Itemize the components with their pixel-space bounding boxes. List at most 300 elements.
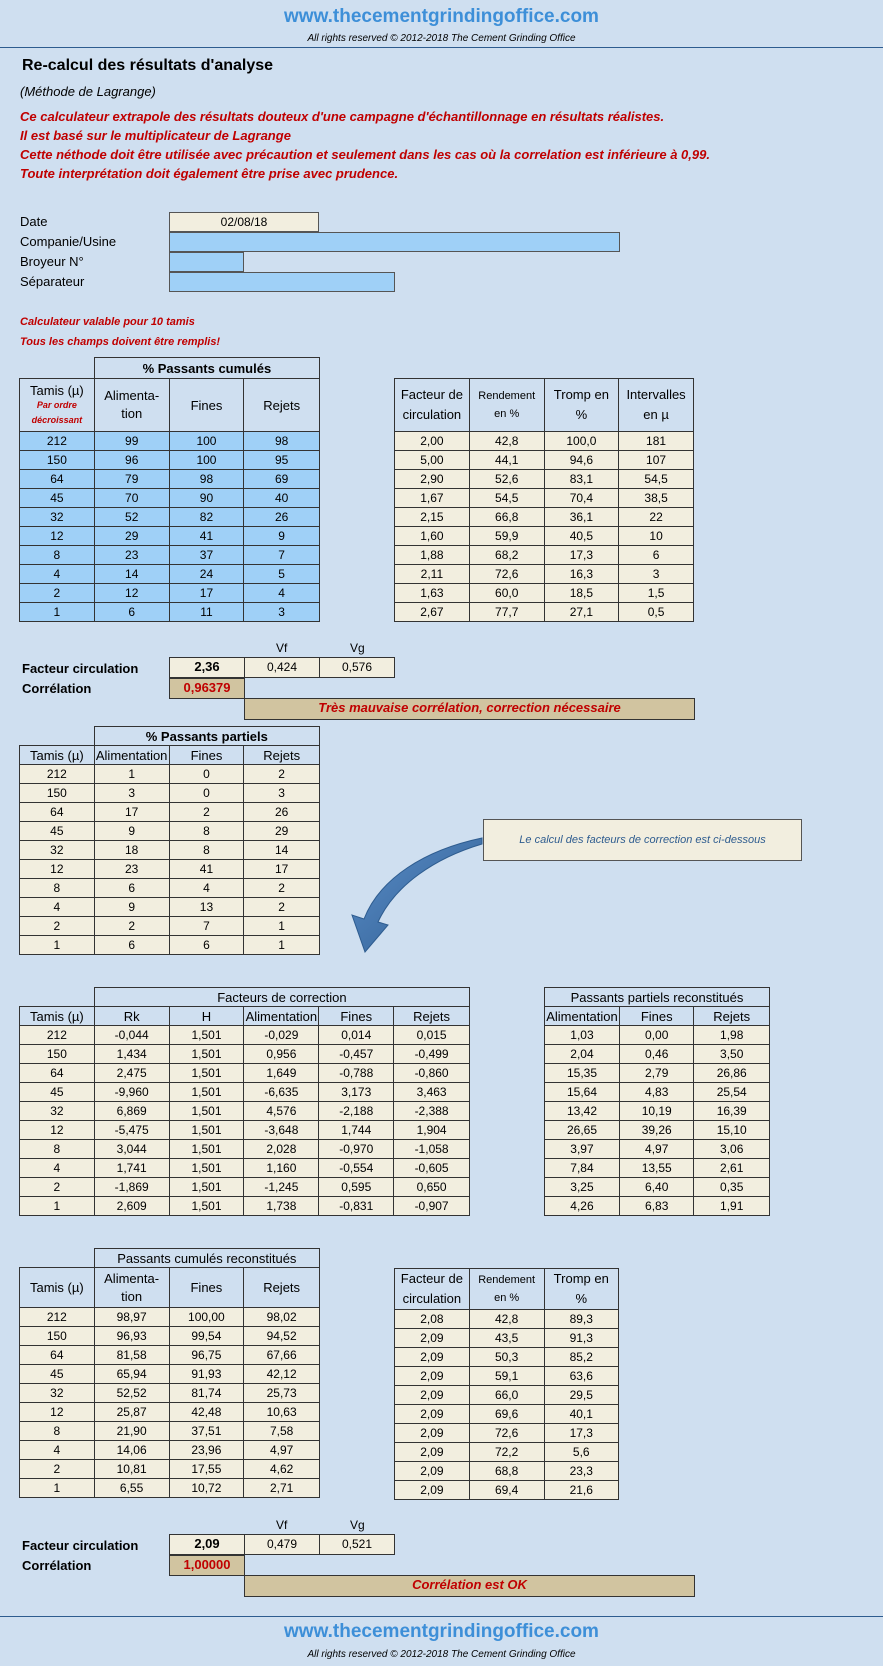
data-cell: 2 [244,879,320,898]
data-cell: 94,52 [244,1327,320,1346]
data-cell[interactable]: 12 [94,584,169,603]
table-row [20,803,320,822]
table-row [20,584,320,603]
data-cell[interactable]: 7 [244,546,320,565]
vg-label: Vg [350,1518,365,1532]
data-cell: 42,8 [469,1310,544,1329]
group-header: Passants cumulés reconstitués [94,1249,319,1268]
data-cell: 65,94 [94,1365,169,1384]
table-row [395,603,694,622]
data-cell: 3 [94,784,169,803]
data-cell[interactable]: 98 [169,470,244,489]
data-cell: 2,04 [545,1045,620,1064]
data-cell: 100,00 [169,1308,244,1327]
data-cell: 60,0 [469,584,544,603]
footer-divider [0,1616,883,1617]
data-cell[interactable]: 17 [169,584,244,603]
data-cell: 94,6 [544,451,619,470]
data-cell: 1,501 [169,1026,244,1045]
yield-header [469,379,544,432]
data-cell: 54,5 [619,470,694,489]
reconstituted-cumulative-table [19,1248,320,1498]
corr-value: 1,00000 [169,1555,245,1576]
data-cell: -0,029 [244,1026,319,1045]
description-line: Il est basé sur le multiplicateur de Lagrange [20,128,291,143]
circulation-header [395,379,470,432]
data-cell: 41 [169,860,244,879]
table-row [545,1102,770,1121]
data-cell[interactable]: 79 [94,470,169,489]
data-cell: 2,09 [395,1443,470,1462]
curved-arrow-icon [340,830,500,960]
data-cell: 2,09 [395,1424,470,1443]
data-cell: 17,55 [169,1460,244,1479]
data-cell: -0,605 [394,1159,470,1178]
data-cell: 1,649 [244,1064,319,1083]
fc-label: Facteur circulation [22,1538,139,1553]
data-cell: 66,0 [469,1386,544,1405]
data-cell: 1,501 [169,1102,244,1121]
hdr-a: Rendement [478,390,536,402]
header-site[interactable]: www.thecementgrindingoffice.com [284,6,599,27]
data-cell: 2 [244,765,320,784]
data-cell: 4,97 [244,1441,320,1460]
data-cell: 0,595 [319,1178,394,1197]
data-cell: 5,00 [395,451,470,470]
data-cell[interactable]: 6 [94,603,169,622]
data-cell: 42,12 [244,1365,320,1384]
data-cell: 2,79 [619,1064,693,1083]
data-cell: 1 [244,917,320,936]
table-row [545,1121,770,1140]
table-row [395,1424,619,1443]
data-cell: 15,64 [545,1083,620,1102]
page-subtitle: (Méthode de Lagrange) [20,84,156,99]
fines-header: Fines [619,1007,693,1026]
data-cell: 2,09 [395,1405,470,1424]
data-cell: 52,6 [469,470,544,489]
table-row [395,489,694,508]
data-cell[interactable]: 29 [94,527,169,546]
data-cell: 15,35 [545,1064,620,1083]
sieve-cell[interactable]: 150 [20,451,95,470]
vg-label: Vg [350,641,365,655]
data-cell: 29,5 [544,1386,618,1405]
sieve-cell: 12 [20,1121,95,1140]
efficiency-table [394,378,694,622]
data-cell[interactable]: 23 [94,546,169,565]
table-row [395,1481,619,1500]
sieve-cell: 2 [20,917,95,936]
data-cell: 0,956 [244,1045,319,1064]
data-cell[interactable]: 41 [169,527,244,546]
sieve-header-sub: Par ordre [36,399,77,410]
data-cell[interactable]: 9 [244,527,320,546]
sieve-cell: 45 [20,1083,95,1102]
data-cell: 69,6 [469,1405,544,1424]
group-header: Facteurs de correction [94,988,469,1007]
sieve-cell: 150 [20,1327,95,1346]
h-header: H [169,1007,244,1026]
data-cell: -1,058 [394,1140,470,1159]
data-cell: 10,63 [244,1403,320,1422]
sieve-cell: 8 [20,879,95,898]
sieve-cell[interactable]: 32 [20,508,95,527]
hdr-a: Facteur de [400,387,463,402]
hdr-b: % [575,1291,588,1306]
table-row [395,527,694,546]
table-row [545,1064,770,1083]
sieve-cell: 8 [20,1422,95,1441]
data-cell: 5,6 [544,1443,618,1462]
separator-label: Séparateur [20,274,85,289]
data-cell: 2,71 [244,1479,320,1498]
data-cell: 69,4 [469,1481,544,1500]
data-cell: 54,5 [469,489,544,508]
data-cell[interactable]: 69 [244,470,320,489]
table-row [20,822,320,841]
sieve-cell: 32 [20,1102,95,1121]
data-cell: 17 [94,803,169,822]
data-cell: 26 [244,803,320,822]
data-cell: 50,3 [469,1348,544,1367]
table-row [20,1384,320,1403]
table-row [20,1159,470,1178]
data-cell: 4,83 [619,1083,693,1102]
data-cell: 1,501 [169,1045,244,1064]
table-row [20,1083,470,1102]
date-field[interactable]: 02/08/18 [169,212,319,232]
separator-field[interactable] [169,272,395,292]
data-cell: 2,11 [395,565,470,584]
sieve-cell[interactable]: 212 [20,432,95,451]
table-row [20,451,320,470]
fc-label: Facteur circulation [22,661,139,676]
data-cell[interactable]: 14 [94,565,169,584]
data-cell: 10,72 [169,1479,244,1498]
data-cell: 6,40 [619,1178,693,1197]
data-cell: 83,1 [544,470,619,489]
fines-header: Fines [169,746,244,765]
data-cell: 4 [169,879,244,898]
data-cell: 40,5 [544,527,619,546]
data-cell: 1 [244,936,320,955]
vg-value: 0,521 [319,1534,395,1555]
page-title: Re-calcul des résultats d'analyse [22,57,274,74]
data-cell: 0,650 [394,1178,470,1197]
data-cell: 2,09 [395,1367,470,1386]
description-line: Cette néthode doit être utilisée avec précaution et seulement dans les cas où la correlation est inférieure à 0,99. [20,147,710,162]
data-cell: 43,5 [469,1329,544,1348]
data-cell: 2 [244,898,320,917]
sieve-cell: 32 [20,1384,95,1403]
table-row [20,1026,470,1045]
fc-value: 2,36 [169,657,245,678]
sieve-cell[interactable]: 45 [20,489,95,508]
data-cell: 1,88 [395,546,470,565]
sieve-cell: 212 [20,1308,95,1327]
data-cell[interactable]: 100 [169,451,244,470]
data-cell[interactable]: 11 [169,603,244,622]
data-cell: -0,044 [94,1026,169,1045]
sieve-cell: 212 [20,765,95,784]
feed-header: Alimentation [245,1008,318,1024]
sieve-header: Tamis (µ) [20,1007,95,1026]
data-cell[interactable]: 99 [94,432,169,451]
data-cell: 22 [619,508,694,527]
group-header: % Passants cumulés [94,358,319,379]
sieve-cell[interactable]: 8 [20,546,95,565]
data-cell: 13,42 [545,1102,620,1121]
data-cell[interactable]: 26 [244,508,320,527]
sieve-cell[interactable]: 1 [20,603,95,622]
data-cell: 0,00 [619,1026,693,1045]
sieve-cell: 8 [20,1140,95,1159]
table-row [20,898,320,917]
data-cell: 15,10 [694,1121,770,1140]
rk-header: Rk [94,1007,169,1026]
data-cell: 0,014 [319,1026,394,1045]
data-cell[interactable]: 90 [169,489,244,508]
table-row [20,936,320,955]
mill-field[interactable] [169,252,244,272]
feed-header: Alimentation [95,747,168,763]
hdr-b: en % [494,1292,520,1304]
data-cell[interactable]: 70 [94,489,169,508]
data-cell: 1 [94,765,169,784]
data-cell: 17 [244,860,320,879]
correction-note: Le calcul des facteurs de correction est ci-dessous [483,819,802,861]
feed-header [94,379,169,432]
date-label: Date [20,214,48,229]
reconstituted-efficiency-table [394,1268,619,1500]
table-row [20,565,320,584]
data-cell: 98,97 [94,1308,169,1327]
data-cell: -0,860 [394,1064,470,1083]
sieve-cell[interactable]: 64 [20,470,95,489]
data-cell: 1,744 [319,1121,394,1140]
data-cell: 107 [619,451,694,470]
data-cell: 17,3 [544,546,619,565]
data-cell: -3,648 [244,1121,319,1140]
data-cell[interactable]: 98 [244,432,320,451]
data-cell[interactable]: 96 [94,451,169,470]
table-row [20,1140,470,1159]
vf-label: Vf [276,641,288,655]
data-cell: 6 [169,936,244,955]
table-row [20,784,320,803]
data-cell: 99,54 [169,1327,244,1346]
sieve-cell: 12 [20,860,95,879]
table-row [20,1045,470,1064]
sieve-cell: 4 [20,1441,95,1460]
data-cell: 6,869 [94,1102,169,1121]
rejects-header: Rejets [394,1007,470,1026]
header-rights: All rights reserved © 2012-2018 The Cement Grinding Office [307,33,576,44]
data-cell: 44,1 [469,451,544,470]
table-row [395,1310,619,1329]
table-row [395,584,694,603]
data-cell: 10,19 [619,1102,693,1121]
data-cell: 72,6 [469,565,544,584]
sieve-cell[interactable]: 12 [20,527,95,546]
table-row [20,765,320,784]
data-cell: -9,960 [94,1083,169,1102]
sieve-cell: 64 [20,803,95,822]
hdr-b: circulation [402,1291,462,1306]
data-cell: -0,499 [394,1045,470,1064]
table-row [20,1121,470,1140]
data-cell[interactable]: 24 [169,565,244,584]
data-cell: 0,5 [619,603,694,622]
data-cell: 85,2 [544,1348,618,1367]
data-cell: 23,3 [544,1462,618,1481]
partial-passing-table [19,726,320,955]
sieve-cell[interactable]: 2 [20,584,95,603]
sieve-cell: 150 [20,1045,95,1064]
data-cell: 2,609 [94,1197,169,1216]
sieve-header-label: Tamis (µ) [30,382,84,398]
table-row [20,1365,320,1384]
note-sieves: Calculateur valable pour 10 tamis [20,316,195,328]
data-cell: 1,741 [94,1159,169,1178]
data-cell: 13,55 [619,1159,693,1178]
data-cell[interactable]: 3 [244,603,320,622]
data-cell: 1,904 [394,1121,470,1140]
data-cell[interactable]: 4 [244,584,320,603]
data-cell: 13 [169,898,244,917]
data-cell: 14,06 [94,1441,169,1460]
sieve-cell: 45 [20,1365,95,1384]
data-cell: 18 [94,841,169,860]
data-cell: 3,25 [545,1178,620,1197]
data-cell: 63,6 [544,1367,618,1386]
table-row [20,1102,470,1121]
reconstituted-partial-table [544,987,770,1216]
mill-label: Broyeur N° [20,254,84,269]
circulation-header [395,1269,470,1310]
sieve-header: Tamis (µ) [20,746,95,765]
vf-value: 0,424 [244,657,320,678]
table-row [545,1197,770,1216]
data-cell: 3 [619,565,694,584]
hdr-b: circulation [402,407,462,422]
data-cell: 3,50 [694,1045,770,1064]
vf-label: Vf [276,1518,288,1532]
data-cell: 9 [94,898,169,917]
data-cell: 25,87 [94,1403,169,1422]
table-row [20,546,320,565]
table-row [395,1443,619,1462]
data-cell: 0,46 [619,1045,693,1064]
data-cell: 2 [94,917,169,936]
data-cell: 29 [244,822,320,841]
data-cell[interactable]: 37 [169,546,244,565]
data-cell: 6,55 [94,1479,169,1498]
table-row [395,1367,619,1386]
table-row [20,1178,470,1197]
data-cell: 23 [94,860,169,879]
sieve-header-sub: décroissant [31,414,83,425]
data-cell: 81,74 [169,1384,244,1403]
data-cell: 26,65 [545,1121,620,1140]
data-cell: 7,84 [545,1159,620,1178]
table-row [20,1308,320,1327]
data-cell[interactable]: 100 [169,432,244,451]
hdr-a: Tromp en [553,1271,609,1286]
sieve-cell: 2 [20,1460,95,1479]
data-cell: 23,96 [169,1441,244,1460]
table-row [20,879,320,898]
table-row [395,451,694,470]
table-row [395,546,694,565]
footer-site[interactable]: www.thecementgrindingoffice.com [284,1621,599,1642]
data-cell: 6,83 [619,1197,693,1216]
data-cell[interactable]: 82 [169,508,244,527]
table-row [20,1422,320,1441]
header-divider [0,47,883,48]
sieve-cell[interactable]: 4 [20,565,95,584]
data-cell: 0,35 [694,1178,770,1197]
data-cell: -2,388 [394,1102,470,1121]
data-cell[interactable]: 52 [94,508,169,527]
data-cell: 72,6 [469,1424,544,1443]
data-cell: 10 [619,527,694,546]
sieve-cell: 1 [20,1197,95,1216]
table-row [395,565,694,584]
data-cell: 36,1 [544,508,619,527]
data-cell: 4,576 [244,1102,319,1121]
data-cell[interactable]: 40 [244,489,320,508]
data-cell: 7,58 [244,1422,320,1441]
table-row [20,1064,470,1083]
data-cell: 3,044 [94,1140,169,1159]
correlation-warning: Très mauvaise corrélation, correction nécessaire [244,698,695,720]
data-cell: 1,501 [169,1064,244,1083]
correction-factors-table [19,987,470,1216]
data-cell: -2,188 [319,1102,394,1121]
description-line: Ce calculateur extrapole des résultats douteux d'une campagne d'échantillonnage en résultats réalistes. [20,109,665,124]
table-row [20,1441,320,1460]
table-row [20,917,320,936]
data-cell: 52,52 [94,1384,169,1403]
company-field[interactable] [169,232,620,252]
hdr-a: Alimenta- [104,1270,160,1286]
data-cell: -1,245 [244,1178,319,1197]
table-row [395,1405,619,1424]
data-cell: 42,48 [169,1403,244,1422]
data-cell: -0,788 [319,1064,394,1083]
sieve-cell: 150 [20,784,95,803]
data-cell: 2,475 [94,1064,169,1083]
data-cell: 91,3 [544,1329,618,1348]
data-cell: 89,3 [544,1310,618,1329]
company-label: Companie/Usine [20,234,117,249]
sieve-cell: 4 [20,1159,95,1178]
interval-header [619,379,694,432]
table-row [395,432,694,451]
group-header: % Passants partiels [94,727,319,746]
data-cell: 16,3 [544,565,619,584]
data-cell: 2,028 [244,1140,319,1159]
sieve-cell: 64 [20,1346,95,1365]
table-row [20,470,320,489]
data-cell: 1,501 [169,1178,244,1197]
data-cell: 1,98 [694,1026,770,1045]
data-cell[interactable]: 95 [244,451,320,470]
data-cell[interactable]: 5 [244,565,320,584]
data-cell: 2,09 [395,1348,470,1367]
